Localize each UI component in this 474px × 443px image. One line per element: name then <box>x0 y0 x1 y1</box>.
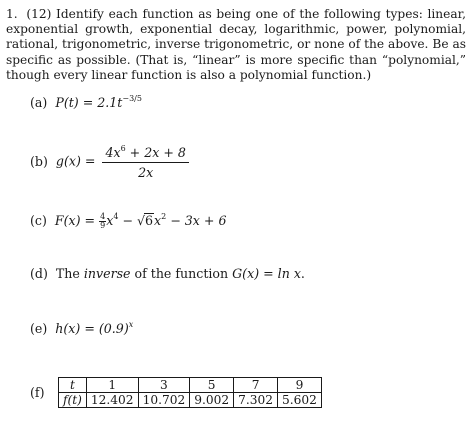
table-cell: 7 <box>234 378 278 393</box>
part-e <box>30 320 133 336</box>
table-header-ft <box>59 393 87 408</box>
part-a-exponent: −3/5 <box>122 94 142 103</box>
part-c-frac-den: 9 <box>100 221 106 230</box>
table-cell: 1 <box>86 378 138 393</box>
part-b-numerator <box>102 144 188 163</box>
part-c-lhs: F(x) = <box>54 213 100 228</box>
part-c <box>30 212 226 230</box>
part-d-period: . <box>300 266 305 281</box>
part-d-inverse: inverse <box>83 266 131 281</box>
part-a <box>30 94 142 110</box>
part-d-function: G(x) = ln x <box>232 266 301 281</box>
part-b <box>30 144 189 180</box>
part-b-num-exp: 6 <box>120 144 126 153</box>
part-d-text-a: The <box>55 266 84 281</box>
part-c-term2-exp: 2 <box>161 212 167 221</box>
part-e-label: (e) <box>30 321 48 336</box>
table-cell: 3 <box>138 378 190 393</box>
part-c-rest: − 3x + 6 <box>166 213 227 228</box>
part-f-label-wrap <box>30 385 45 400</box>
part-c-term1-exp: 4 <box>113 212 119 221</box>
part-f-label: (f) <box>30 385 45 400</box>
table-cell: 5 <box>190 378 234 393</box>
part-c-label: (c) <box>30 213 47 228</box>
part-e-exponent: x <box>128 320 134 329</box>
part-d <box>30 266 305 281</box>
part-a-label: (a) <box>30 95 48 110</box>
part-c-minus: − <box>118 213 137 228</box>
part-c-frac-num: 4 <box>100 212 106 221</box>
part-b-fraction <box>102 144 188 180</box>
part-b-denominator <box>102 163 188 180</box>
sqrt-symbol-icon: √ <box>136 213 146 228</box>
part-b-num-term: 4x <box>105 145 121 160</box>
problem-number: 1. <box>6 7 18 21</box>
part-a-expression: P(t) = 2.1t <box>55 95 123 110</box>
part-b-lhs: g(x) = <box>55 153 96 169</box>
table-cell: 7.302 <box>234 393 278 408</box>
header-ft-text: f(t) <box>63 393 82 407</box>
part-b-num-rest: + 2x + 8 <box>125 145 186 160</box>
table-cell: 9.002 <box>190 393 234 408</box>
table-header-t <box>59 378 87 393</box>
problem-text: (12) Identify each function as being one of the following types: linear, exponential growth, exponential decay, logarithmic, power, polynomial, rational, trigonometric, inverse trigonometric, or none of the above. Be as specific as possible. (That is, “linear” is more specific than “polynomial,” though every linear function is also a polynomial function.) <box>6 7 466 82</box>
table-row-ft <box>59 393 322 408</box>
part-f-table <box>58 377 322 408</box>
part-d-text-b: of the function <box>130 266 233 281</box>
table-cell: 5.602 <box>278 393 322 408</box>
part-c-term2: x <box>154 213 162 228</box>
part-b-label: (b) <box>30 153 48 169</box>
table-cell: 12.402 <box>86 393 138 408</box>
table-cell: 10.702 <box>138 393 190 408</box>
table-cell: 9 <box>278 378 322 393</box>
part-e-expression: h(x) = (0.9) <box>55 321 129 336</box>
header-t-text: t <box>70 378 75 392</box>
part-b-den-text: 2x <box>138 165 154 180</box>
problem-intro <box>6 7 466 83</box>
table-row-t <box>59 378 322 393</box>
part-c-term1: x <box>106 213 114 228</box>
part-d-label: (d) <box>30 266 48 281</box>
part-c-sqrt-arg: 6 <box>145 213 154 228</box>
